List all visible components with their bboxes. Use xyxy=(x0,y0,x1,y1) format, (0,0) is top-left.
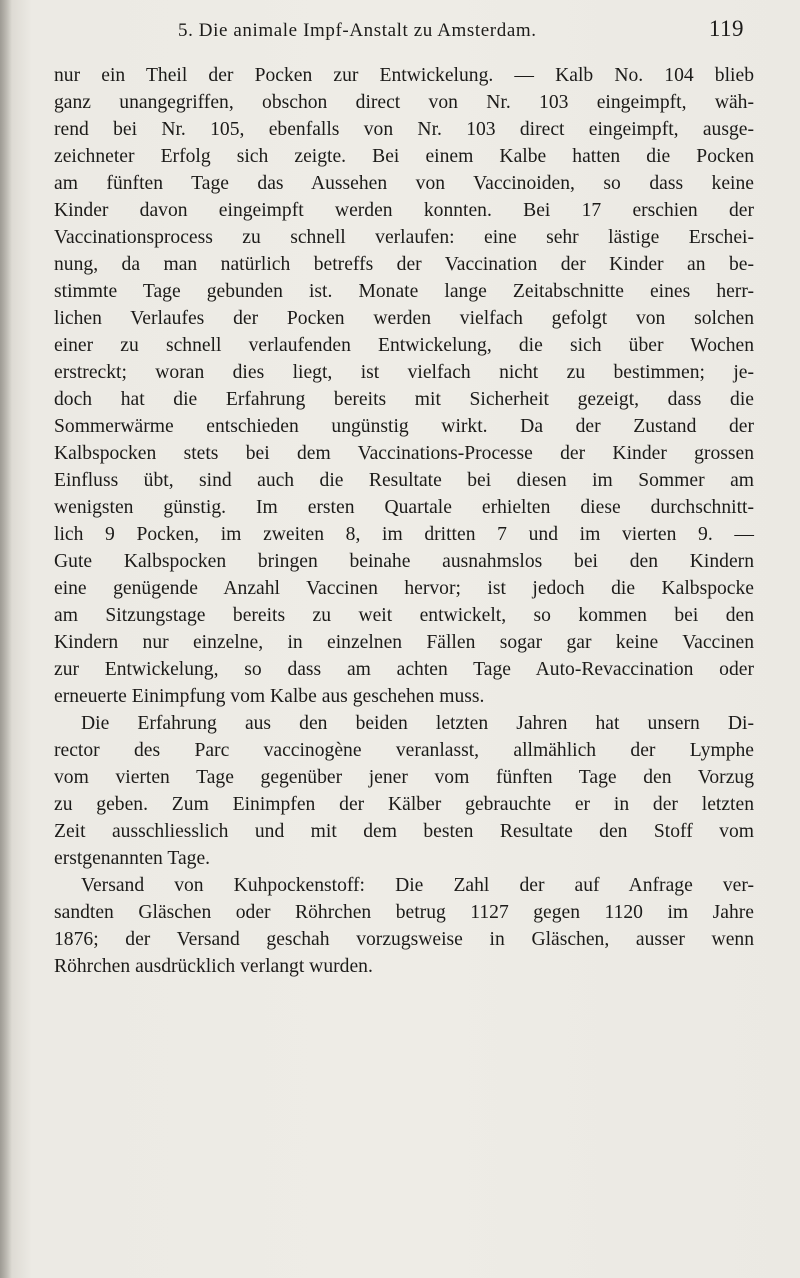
text-line: lich 9 Pocken, im zweiten 8, im dritten 7 und im vierten 9. — xyxy=(54,524,754,545)
text-line: Zeit ausschliesslich und mit dem besten Resultate den Stoff vom xyxy=(54,821,754,842)
text-line: Gute Kalbspocken bringen beinahe ausnahmslos bei den Kindern xyxy=(54,551,754,572)
text-line: zu geben. Zum Einimpfen der Kälber gebrauchte er in der letzten xyxy=(54,794,754,815)
text-line: nur ein Theil der Pocken zur Entwickelung. — Kalb No. 104 blieb xyxy=(54,65,754,86)
text-line: Kindern nur einzelne, in einzelnen Fällen sogar gar keine Vaccinen xyxy=(54,632,754,653)
text-line: lichen Verlaufes der Pocken werden vielfach gefolgt von solchen xyxy=(54,308,754,329)
text-line: rector des Parc vaccinogène veranlasst, allmählich der Lymphe xyxy=(54,740,754,761)
running-title: 5. Die animale Impf-Anstalt zu Amsterdam. xyxy=(178,20,537,41)
text-line: eine genügende Anzahl Vaccinen hervor; ist jedoch die Kalbspocke xyxy=(54,578,754,599)
text-line: am Sitzungstage bereits zu weit entwickelt, so kommen bei den xyxy=(54,605,754,626)
page-number: 119 xyxy=(708,16,744,41)
text-line: vom vierten Tage gegenüber jener vom fünften Tage den Vorzug xyxy=(54,767,754,788)
text-line: Vaccinationsprocess zu schnell verlaufen: eine sehr lästige Erschei- xyxy=(54,227,754,248)
text-line: 1876; der Versand geschah vorzugsweise in Gläschen, ausser wenn xyxy=(54,929,754,950)
text-line: ganz unangegriffen, obschon direct von Nr. 103 eingeimpft, wäh- xyxy=(54,92,754,113)
body-text xyxy=(54,62,754,980)
paragraph-end-line: erneuerte Einimpfung vom Kalbe aus geschehen muss. xyxy=(54,686,485,707)
text-line: rend bei Nr. 105, ebenfalls von Nr. 103 direct eingeimpft, ausge- xyxy=(54,119,754,140)
text-line: Kalbspocken stets bei dem Vaccinations-Processe der Kinder grossen xyxy=(54,443,754,464)
text-line: sandten Gläschen oder Röhrchen betrug 1127 gegen 1120 im Jahre xyxy=(54,902,754,923)
gutter-shadow xyxy=(0,0,12,1278)
text-line: am fünften Tage das Aussehen von Vaccinoiden, so dass keine xyxy=(54,173,754,194)
text-line: erstreckt; woran dies liegt, ist vielfach nicht zu bestimmen; je- xyxy=(54,362,754,383)
text-line: zur Entwickelung, so dass am achten Tage Auto-Revaccination oder xyxy=(54,659,754,680)
text-line: wenigsten günstig. Im ersten Quartale erhielten diese durchschnitt- xyxy=(54,497,754,518)
paragraph-start-line: Die Erfahrung aus den beiden letzten Jahren hat unsern Di- xyxy=(81,713,754,734)
text-line: nung, da man natürlich betreffs der Vaccination der Kinder an be- xyxy=(54,254,754,275)
text-line: zeichneter Erfolg sich zeigte. Bei einem Kalbe hatten die Pocken xyxy=(54,146,754,167)
paragraph-start-line: Versand von Kuhpockenstoff: Die Zahl der auf Anfrage ver- xyxy=(81,875,754,896)
paragraph-end-line: erstgenannten Tage. xyxy=(54,848,211,869)
text-line: Kinder davon eingeimpft werden konnten. Bei 17 erschien der xyxy=(54,200,754,221)
text-line: Sommerwärme entschieden ungünstig wirkt. Da der Zustand der xyxy=(54,416,754,437)
text-line: Einfluss übt, sind auch die Resultate bei diesen im Sommer am xyxy=(54,470,754,491)
text-line: stimmte Tage gebunden ist. Monate lange Zeitabschnitte eines herr- xyxy=(54,281,754,302)
paragraph-end-line: Röhrchen ausdrücklich verlangt wurden. xyxy=(54,956,373,977)
text-line: einer zu schnell verlaufenden Entwickelung, die sich über Wochen xyxy=(54,335,754,356)
running-head xyxy=(52,14,750,48)
text-line: doch hat die Erfahrung bereits mit Sicherheit gezeigt, dass die xyxy=(54,389,754,410)
